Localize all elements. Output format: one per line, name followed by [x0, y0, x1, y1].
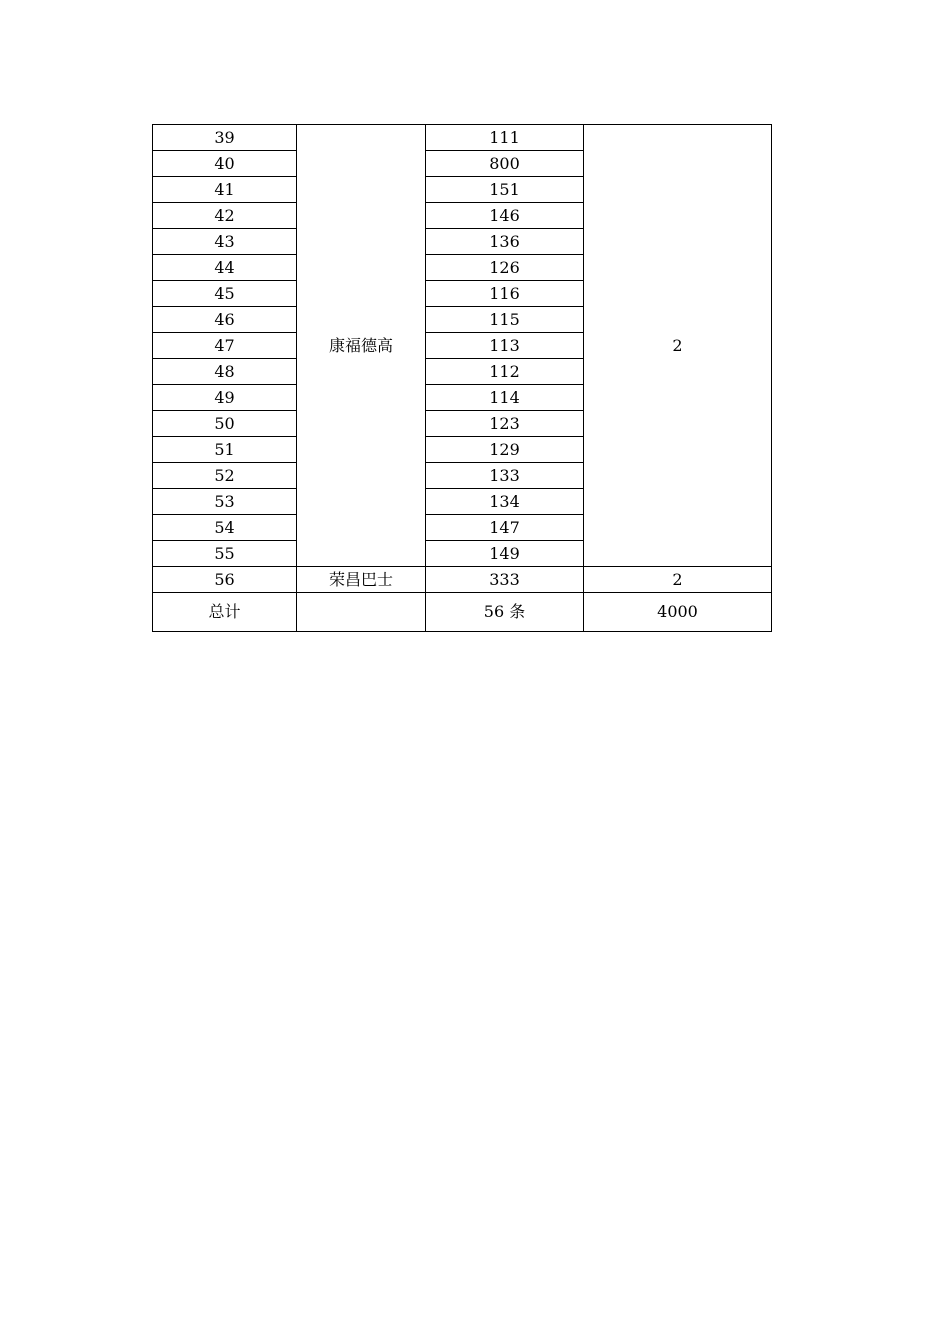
row-number-cell: 55: [153, 541, 297, 567]
company-cell: 荣昌巴士: [297, 567, 426, 593]
route-number-cell: 112: [426, 359, 584, 385]
row-number-cell: 43: [153, 229, 297, 255]
route-number-cell: 800: [426, 151, 584, 177]
row-number-cell: 39: [153, 125, 297, 151]
route-number-cell: 114: [426, 385, 584, 411]
route-number-cell: 123: [426, 411, 584, 437]
row-number-cell: 41: [153, 177, 297, 203]
route-number-cell: 134: [426, 489, 584, 515]
total-routes-cell: 56 条: [426, 593, 584, 632]
route-number-cell: 136: [426, 229, 584, 255]
row-number-cell: 54: [153, 515, 297, 541]
total-count-cell: 4000: [584, 593, 772, 632]
row-number-cell: 56: [153, 567, 297, 593]
bus-route-table: [152, 124, 772, 632]
route-number-cell: 333: [426, 567, 584, 593]
route-number-cell: 133: [426, 463, 584, 489]
row-number-cell: 51: [153, 437, 297, 463]
row-number-cell: 46: [153, 307, 297, 333]
total-row: [153, 593, 772, 632]
row-number-cell: 53: [153, 489, 297, 515]
row-number-cell: 40: [153, 151, 297, 177]
route-number-cell: 116: [426, 281, 584, 307]
count-cell: 2: [584, 567, 772, 593]
row-number-cell: 47: [153, 333, 297, 359]
row-number-cell: 48: [153, 359, 297, 385]
route-number-cell: 146: [426, 203, 584, 229]
row-number-cell: 44: [153, 255, 297, 281]
count-cell: 2: [584, 125, 772, 567]
route-number-cell: 111: [426, 125, 584, 151]
row-number-cell: 52: [153, 463, 297, 489]
route-number-cell: 129: [426, 437, 584, 463]
row-number-cell: 49: [153, 385, 297, 411]
row-number-cell: 45: [153, 281, 297, 307]
company-cell: 康福德高: [297, 125, 426, 567]
table-row: [153, 125, 772, 151]
row-number-cell: 42: [153, 203, 297, 229]
table-row: [153, 567, 772, 593]
route-number-cell: 113: [426, 333, 584, 359]
route-number-cell: 149: [426, 541, 584, 567]
route-number-cell: 151: [426, 177, 584, 203]
table-body: [153, 125, 772, 632]
total-company-cell: [297, 593, 426, 632]
route-number-cell: 126: [426, 255, 584, 281]
route-number-cell: 115: [426, 307, 584, 333]
total-label-cell: 总计: [153, 593, 297, 632]
route-number-cell: 147: [426, 515, 584, 541]
row-number-cell: 50: [153, 411, 297, 437]
